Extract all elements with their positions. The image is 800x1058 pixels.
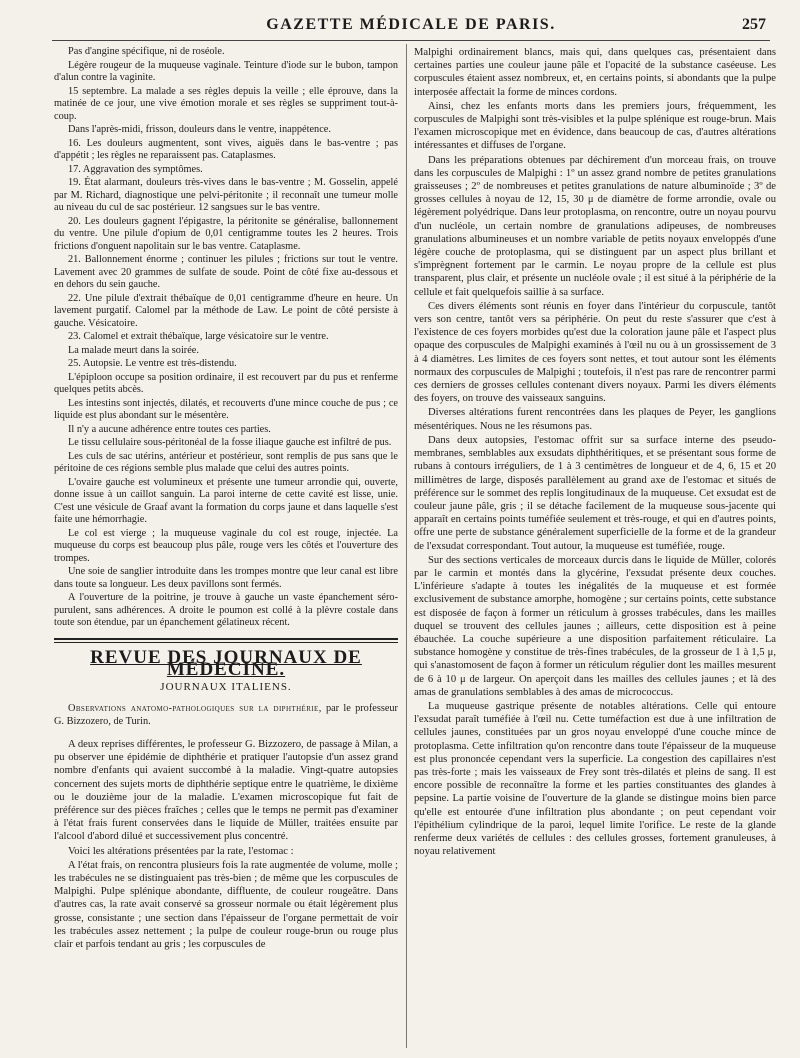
paragraph: Les intestins sont injectés, dilatés, et recouverts d'une mince couche de pus ; ce liquide est plus abondant sur le mésentère. — [54, 397, 398, 421]
paragraph: Une soie de sanglier introduite dans les trompes montre que leur canal est libre dans toute sa longueur. Les deux pavillons sont fermés. — [54, 566, 398, 590]
paragraph: 15 septembre. La malade a ses règles depuis la veille ; elle éprouve, dans la matinée de ce jour, une vive émotion morale et ses règles se suppriment tout-à-coup. — [54, 85, 398, 122]
paragraph: 19. État alarmant, douleurs très-vives dans le bas-ventre ; M. Gosselin, appelé par M. Richard, diagnostique une pelvi-péritonite ; il reconnaît une tumeur molle au niveau du cul de sac postérieur. 12 sangsues sur le bas ventre. — [54, 177, 398, 213]
paragraph: La malade meurt dans la soirée. — [68, 344, 199, 356]
paragraph: L'ovaire gauche est volumineux et présente une tumeur arrondie qui, ouverte, donne issue à un caillot sanguin. La paroi interne de cette cavité est lisse, unie. C'est une vésicule de Graaf avant la formation du corps jaune et dans laquelle s'est faite une hémorrhagie. — [54, 476, 398, 525]
journal-title: GAZETTE MÉDICALE DE PARIS. — [266, 16, 556, 33]
paragraph: 23. Calomel et extrait thébaïque, large vésicatoire sur le ventre. — [68, 331, 329, 342]
right-column — [414, 46, 776, 858]
paragraph: Malpighi ordinairement blancs, mais qui, dans quelques cas, présentaient dans certaines parties une couleur jaune pâle et l'opacité de la substance caséeuse. Les corpuscules étaient assez nombreux, et, en certains points, si abondants que la pulpe interposée affectait la forme de minces cordons. — [414, 47, 776, 98]
paragraph: 21. Ballonnement énorme ; continuer les pilules ; frictions sur tout le ventre. Lavement avec 20 grammes de sulfate de soude. Point de côté fixe au-dessous et en dehors du sein gauche. — [54, 254, 398, 290]
article-heading — [54, 703, 398, 728]
paragraph: La muqueuse gastrique présente de notables altérations. Celle qui entoure l'exsudat paraît tuméfiée à l'œil nu. Cette tuméfaction est due à une infiltration de cellules jaunes, constituées par un gros noyau enveloppé d'une couche mince de protoplasma. Cette infiltration qu'on rencontre dans toute l'épaisseur de la muqueuse est plus prononcée cependant vers la superficie. La congestion des capillaires n'est pas très-forte ; mais les vaisseaux de Frey sont très-dilatés et pleins de sang. Il est encore possible de reconnaître la forme et les parties constituantes des glandes à pepsine. La partie voisine de l'ouverture de la glande se distingue moins bien parce qu'elle est entourée d'une infiltration plus abondante ; on peut cependant voir l'épithélium cylindrique de la paroi, lequel limite l'orifice. Le reste de la glande renferme deux variétés de cellules : des cellules grosses, fortement granuleuses, à noyau relativement — [414, 700, 776, 858]
paragraph: Voici les altérations présentées par la rate, l'estomac : — [68, 845, 294, 857]
section-title: REVUE DES JOURNAUX DE MÉDECINE. — [90, 646, 362, 680]
paragraph: A l'ouverture de la poitrine, je trouve à gauche un vaste épanchement séro-purulent, sans adhérences. A droite le poumon est collé à la plèvre costale dans toute son étendue, par un épanchement gélatineux récent. — [54, 592, 398, 628]
paragraph: L'épiploon occupe sa position ordinaire, il est recouvert par du pus et renferme quelques petits abcès. — [54, 371, 398, 395]
page-number: 257 — [742, 16, 766, 33]
article-title: Observations anatomo-pathologiques sur la diphthérie, — [68, 703, 322, 714]
paragraph: 20. Les douleurs gagnent l'épigastre, la péritonite se généralise, ballonnement du ventre. Une pilule d'opium de 0,01 centigramme toutes les 2 heures. Trois frictions d'onguent napolitain sur le bas ventre. Cataplasme. — [54, 215, 398, 252]
left-column — [54, 46, 398, 951]
paragraph: Pas d'angine spécifique, ni de roséole. — [68, 46, 225, 57]
paragraph: Légère rougeur de la muqueuse vaginale. Teinture d'iode sur le bubon, tampon d'alun contre la vaginite. — [54, 59, 398, 83]
paragraph: Les culs de sac utérins, antérieur et postérieur, sont remplis de pus sans que le péritoine de ces régions semble plus malade que celui des autres points. — [54, 450, 398, 474]
paragraph: Le tissu cellulaire sous-péritonéal de la fosse iliaque gauche est infiltré de pus. — [68, 437, 392, 448]
paragraph: 17. Aggravation des symptômes. — [68, 163, 203, 175]
paragraph: A deux reprises différentes, le professeur G. Bizzozero, de passage à Milan, a pu observer une épidémie de diphthérie et pratiquer l'autopsie d'un assez grand nombre d'enfants qui avaient succombé à la maladie. Vingt-quatre autopsies concernent des sujets morts de diphthérie septique entre le quatrième, le dixième ou le douzième jour de la maladie. L'examen microscopique fut fait de préférence sur des pièces fraîches ; celles que le temps ne permit pas d'examiner à l'état frais furent conservées dans le liquide de Müller, traitées ensuite par l'alcool d'abord dilué et successivement plus concentré. — [54, 739, 398, 843]
section-separator — [54, 638, 398, 643]
paragraph: Dans deux autopsies, l'estomac offrit sur sa surface interne des pseudo-membranes, semblables aux exsudats diphthéritiques, et se présentant sous forme de rubans à contours irréguliers, de 1 à 3 centimètres de longueur et de 4, 6, 15 et 20 millimètres de large, disposés parallèlement au grand axe de l'estomac et situés de préférence sur le sommet des replis longitudinaux de la muqueuse. Cet exsudat est de couleur jaune pâle, gris ; il se détache facilement de la muqueuse sous-jacente qui apparaît en certains points tuméfiée seulement et très-rouge, et qui en d'autres points, offre une perte de substance généralement superficielle de la forme et de la grandeur de l'exsudat correspondant. Tout autour, la muqueuse est tuméfiée, rouge. — [414, 434, 776, 552]
paragraph: Il n'y a aucune adhérence entre toutes ces parties. — [68, 423, 271, 435]
paragraph: A l'état frais, on rencontra plusieurs fois la rate augmentée de volume, molle ; les trabécules ne se distinguaient pas très-bien ; de même que les corpuscules de Malpighi. Pulpe splénique abondante, diffluente, de couleur rougeâtre. Dans d'autres cas, la rate avait conservé sa grosseur normale ou était légèrement plus grosse, consistante ; une section dans l'épaisseur de l'organe permettait de voir les trabécules assez nettement ; la pulpe de couleur rouge-brun ou rouge plus clair et parfois tendant au gris ; les corpuscules de — [54, 859, 398, 951]
paragraph: 22. Une pilule d'extrait thébaïque de 0,01 centigramme d'heure en heure. Un lavement purgatif. Calomel par la méthode de Law. Le point de côté persiste à gauche. Vésicatoire. — [54, 292, 398, 329]
article-body-left — [54, 738, 398, 951]
paragraph: 25. Autopsie. Le ventre est très-distendu. — [68, 358, 237, 369]
paragraph: Ces divers éléments sont réunis en foyer dans l'intérieur du corpuscule, tantôt vers son centre, tantôt vers sa périphérie. On peut du reste s'assurer que c'est à l'existence de ces foyers morbides qu'est due la coloration jaune pâle et l'aspect plus opaque des corpuscules de Malpighi examinés à l'œil nu ou à un grossissement de 3 à 4 diamètres. Les limites de ces foyers sont nettes, et tout autour sont les éléments normaux des corpuscules de Malpighi ; toutefois, il n'est pas rare de rencontrer parmi ces derniers de grosses cellules contenant divers noyaux. Parmi les divers éléments des foyers, on trouve des vaisseaux sanguins. — [414, 300, 776, 405]
paragraph: 16. Les douleurs augmentent, sont vives, aiguës dans le bas-ventre ; pas d'appétit ; les règles ne reparaissent pas. Cataplasmes. — [54, 137, 398, 161]
paragraph: Diverses altérations furent rencontrées dans les plaques de Peyer, les ganglions mésentériques. Nous ne les résumons pas. — [414, 407, 776, 432]
paragraph: Sur des sections verticales de morceaux durcis dans le liquide de Müller, colorés par le carmin et montés dans la glycérine, l'exsudat présente deux couches. L'inférieure s'adapte à toutes les inégalités de la muqueuse et est formée exclusivement de substance amorphe, homogène ; sur certains points, cette substance est disposée de façon à former un réticulum à grosses trabécules, dans les mailles duquel se trouvent des cellules jaunes ; ailleurs, cette disposition est à peine ébauchée. La couche supérieure a une disposition parfaitement réticulaire. La substance homogène y constitue de très-fines trabécules, de la grosseur de 1 à 1,5 μ, qui s'anastomosent de façon à former un réticulum régulier dont les mailles mesurent de 6 à 10 μ de largeur. On aperçoit dans les mailles des cellules jaunes ; et là des amas de granulations semblables à des amas de micrococcus. — [414, 554, 776, 698]
paragraph: Dans les préparations obtenues par déchirement d'un morceau frais, on trouve dans les corpuscules de Malpighi : 1º un assez grand nombre de petites granulations graisseuses ; 2º de nombreuses et petites granulations de nature albuminoïde ; 3º de grosses cellules à noyau de 12, 15, 30 μ de diamètre de forme arrondie, ovale ou légèrement polyédrique. Dans leur protoplasma, on rencontre, outre un noyau pourvu d'un nucléole, un certain nombre de granulations adipeuses, de nombreuses granulations albumineuses et un nombre variable de petits noyaux enveloppés d'une légère couche de protoplasma, qui se distinguent par un aspect plus brillant et s'imprègnent fortement par le carmin. Le noyau propre de la cellule est plus transparent, plus clair, et présente un nucléole ovale ; il est situé à la périphérie de la cellule et fait quelquefois saillie à sa surface. — [414, 154, 776, 298]
article-author: par le professeur G. Bizzozero, de Turin. — [54, 703, 398, 727]
section-subtitle: JOURNAUX ITALIENS. — [160, 680, 292, 693]
paragraph: Ainsi, chez les enfants morts dans les premiers jours, fréquemment, les corpuscules de Malpighi sont très-visibles et la pulpe splénique est rouge-brun. Mais l'examen microscopique met en évidence, dans beaucoup de cas, d'autres altérations intéressantes et diffuses de l'organe. — [414, 100, 776, 152]
paragraph: Le col est vierge ; la muqueuse vaginale du col est rouge, injectée. La muqueuse du corps est beaucoup plus pâle, rouge vers les côtés et l'ouverture des trompes. — [54, 527, 398, 564]
paragraph: Dans l'après-midi, frisson, douleurs dans le ventre, inappétence. — [68, 124, 331, 135]
column-divider — [406, 44, 407, 1048]
page-header — [52, 12, 770, 41]
